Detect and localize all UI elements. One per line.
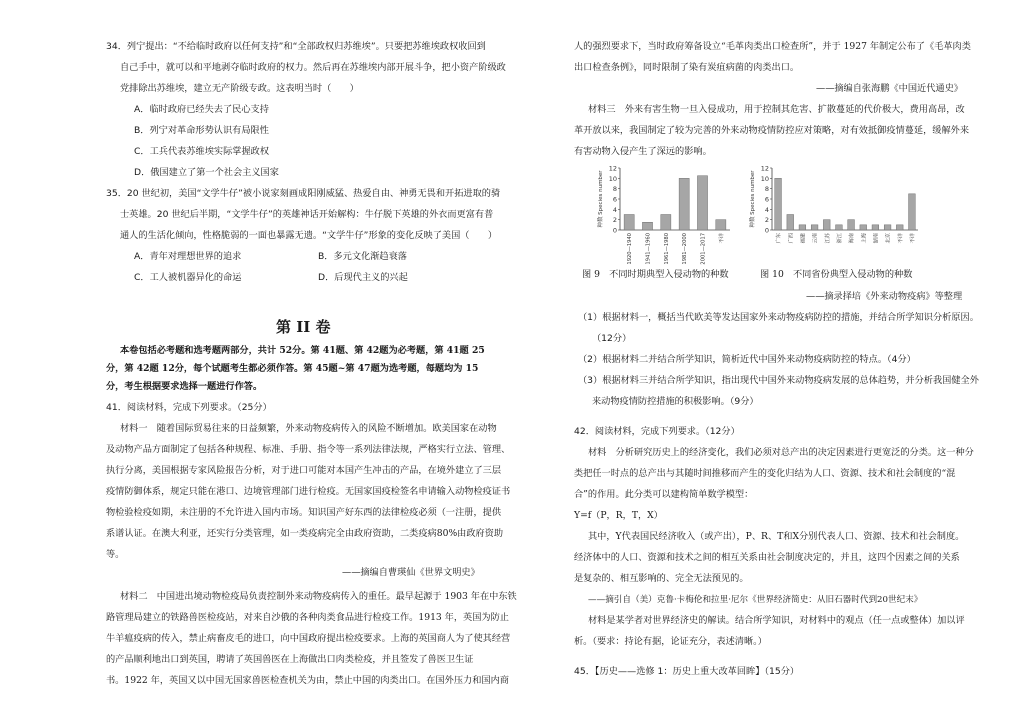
q42-source: ——摘引自（美）克鲁·卡梅伦和拉里·尼尔《世界经济简史：从旧石器时代到20世纪末》 bbox=[588, 595, 923, 605]
bar bbox=[836, 225, 843, 230]
q35-option-d: D．后现代主义的兴起 bbox=[318, 272, 408, 283]
y-tick-label: 2 bbox=[764, 216, 769, 225]
q41-subquestion-1: （1）根据材料一，概括当代欧美等发达国家外来动物疫病防控的措施，并结合所学知识分析原因。 bbox=[578, 312, 979, 323]
figure-10-caption: 图 10 不同省份典型入侵动物的种数 bbox=[760, 269, 913, 280]
y-tick-label: 10 bbox=[608, 174, 617, 183]
y-tick-label: 8 bbox=[612, 185, 617, 194]
y-tick-label: 12 bbox=[608, 164, 617, 173]
x-tick-label: 2001—2017 bbox=[700, 233, 707, 265]
y-tick-label: 8 bbox=[764, 185, 769, 194]
q34-stem: 自己手中，就可以和平地剥夺临时政府的权力。然后再在苏维埃内部开展斗争，把小资产阶级政 bbox=[120, 62, 506, 73]
y-tick-label: 0 bbox=[764, 226, 769, 235]
section-intro: 分，第 42题 12分，每个试题考生都必须作答。第 45题~第 47题为选考题，每题均为 15 bbox=[106, 363, 479, 374]
q42-material-line: 材料 分析研究历史上的经济变化，我们必须对总产出的决定因素进行更宽泛的分类。这一种分 bbox=[588, 447, 974, 458]
bar bbox=[909, 194, 916, 230]
y-tick-label: 10 bbox=[760, 174, 769, 183]
material-1-line: 及动物产品方面制定了包括各种规程、标准、手册、指令等一系列法律法规，严格实行立法、管理、 bbox=[106, 444, 511, 455]
figure-9-caption: 图 9 不同时期典型入侵动物的种数 bbox=[582, 269, 729, 280]
bar bbox=[860, 225, 867, 230]
material-1-line: 等。 bbox=[106, 549, 125, 560]
q45-heading: 45．【历史——选修 1：历史上重大改革回眸】（15分） bbox=[574, 666, 800, 677]
material-3-line: 材料三 外来有害生物一旦入侵成功，用于控制其危害、扩散蔓延的代价极大，费用高昂，改 bbox=[588, 104, 965, 115]
material-1-line: 执行分离，美国根据专家风险报告分析，对于进口可能对本国产生冲击的产品，在境外建立了三层 bbox=[106, 465, 502, 476]
section-intro: 本卷包括必考题和选考题两部分，共计 52分。第 41题、第 42题为必考题，第 41题 25 bbox=[120, 345, 485, 356]
material-2-line: 出口检查条例》，同时限制了染有炭疽病菌的肉类出口。 bbox=[574, 62, 800, 73]
material-3-line: 革开放以来，我国制定了较为完善的外来动物疫情防控应对策略，对有效抵御疫情蔓延，缓解外来 bbox=[574, 125, 970, 136]
x-tick-label: 江苏 bbox=[824, 233, 831, 244]
q42-material-line: 类把任一时点的总产出与其随时间推移而产生的变化归结为人口、资源、技术和社会制度的“混 bbox=[574, 468, 956, 479]
bar bbox=[624, 215, 634, 231]
bar bbox=[716, 220, 726, 230]
q35-option-a: A．青年对理想世界的追求 bbox=[134, 251, 242, 262]
q35-option-c: C．工人被机器异化的命运 bbox=[134, 272, 242, 283]
q35-stem: 士英雄。20 世纪后半期，“文学牛仔”的英雄神话开始解构：牛仔脱下英雄的外衣而更富有普 bbox=[120, 209, 494, 220]
bar bbox=[799, 225, 806, 230]
q41-subquestion-2: （2）根据材料二并结合所学知识，简析近代中国外来动物疫病防控的特点。（4分） bbox=[578, 354, 916, 365]
material-2-line: 牛羊瘟疫病的传入，禁止病畜皮毛的进口，向中国政府提出检疫要求。上海的英国商人为了使其经营 bbox=[106, 633, 511, 644]
x-tick-label: 不详 bbox=[718, 233, 725, 244]
x-tick-label: 海南 bbox=[849, 233, 856, 244]
y-tick-label: 2 bbox=[612, 216, 617, 225]
q41-subquestion-3: 来动物疫情防控措施的积极影响。（9分） bbox=[592, 396, 759, 407]
x-tick-label: 福建 bbox=[800, 233, 807, 244]
q35-option-b: B．多元文化渐趋衰落 bbox=[318, 251, 407, 262]
material-1-line: 疫情防御体系，规定只能在港口、边境管理部门进行检疫。无国家国疫检签名申请输入动物检疫证书 bbox=[106, 486, 511, 497]
x-tick-label: 1981—2000 bbox=[682, 233, 689, 265]
bar bbox=[679, 178, 689, 230]
q42-heading: 42．阅读材料，完成下列要求。（12分） bbox=[574, 426, 740, 437]
bar bbox=[823, 220, 830, 230]
bar bbox=[661, 215, 671, 231]
bar bbox=[896, 225, 903, 230]
q34-option-b: B．列宁对革命形势认识有局限性 bbox=[134, 125, 269, 136]
bar bbox=[775, 178, 782, 230]
y-tick-label: 6 bbox=[612, 195, 617, 204]
x-tick-label: 不详 bbox=[897, 233, 904, 244]
y-axis-label: 种数 Species number bbox=[750, 170, 756, 228]
q42-material-line: 是复杂的、相互影响的、完全无法预见的。 bbox=[574, 573, 749, 584]
q34-option-a: A．临时政府已经失去了民心支持 bbox=[134, 104, 269, 115]
x-tick-label: 北京 bbox=[885, 233, 892, 244]
q35-stem: 通人的生活化倾向，性格脆弱的一面也暴露无遗。“文学牛仔”形象的变化反映了美国（ ） bbox=[120, 230, 498, 241]
x-tick-label: 1961—1980 bbox=[663, 233, 670, 265]
q41-subquestion-3: （3）根据材料三并结合所学知识，指出现代中国外来动物疫病发展的总体趋势，并分析我国健全外 bbox=[578, 375, 979, 386]
bar bbox=[872, 225, 879, 230]
y-axis-label: 种数 Species number bbox=[598, 170, 604, 228]
y-tick-label: 0 bbox=[612, 226, 617, 235]
figure-9-bar-chart bbox=[594, 160, 734, 266]
q42-material-line: 其中，Y代表国民经济收入（或产出），P、R、T和X分别代表人口、资源、技术和社会制度。 bbox=[588, 531, 965, 542]
material-2-line: 的产品顺利地出口到英国，聘请了英国兽医在上海做出口肉类检疫，并且签发了兽医卫生证 bbox=[106, 654, 474, 665]
x-tick-label: 湖南 bbox=[873, 233, 880, 244]
material-2-line: 人的强烈要求下，当时政府筹备设立“毛革肉类出口检查所”，并于 1927 年制定公布了《毛革肉类 bbox=[574, 41, 971, 52]
material-2-line: 书。1922 年，英国又以中国无国家兽医检查机关为由，禁止中国的肉类出口。在国外压力和国内商 bbox=[106, 675, 509, 686]
section-intro: 分，考生根据要求选择一题进行作答。 bbox=[106, 381, 263, 392]
y-tick-label: 12 bbox=[760, 164, 769, 173]
q41-heading: 41．阅读材料，完成下列要求。（25分） bbox=[106, 402, 272, 413]
figures-source: ——摘录择培《外来动物疫病》等整理 bbox=[806, 291, 963, 302]
q34-option-c: C．工兵代表苏维埃实际掌握政权 bbox=[134, 146, 270, 157]
bar bbox=[811, 225, 818, 230]
x-tick-label: 广东 bbox=[776, 233, 783, 244]
x-tick-label: 1941—1960 bbox=[645, 233, 652, 265]
bar bbox=[884, 225, 891, 230]
bar bbox=[848, 220, 855, 230]
section-title: 第 II 卷 bbox=[276, 318, 331, 336]
y-tick-label: 4 bbox=[612, 205, 617, 214]
q42-formula: Y=f（P，R，T，X） bbox=[574, 510, 663, 521]
x-tick-label: 上海 bbox=[861, 233, 868, 244]
material-1-line: 物检验检疫如期，未注册的不允许进入国内市场。知识国产好东西的法律检疫必须（一注册，提供 bbox=[106, 507, 502, 518]
bar bbox=[787, 215, 794, 231]
material-2-line: 材料二 中国进出境动物检疫局负责控制外来动物疫病传入的重任。最早起源于 1903 年在中东铁 bbox=[120, 591, 517, 602]
q42-material-line: 合”的作用。此分类可以建构简单数学模型： bbox=[574, 489, 754, 500]
x-tick-label: 不详 bbox=[909, 233, 916, 244]
material-3-line: 有害动物入侵产生了深远的影响。 bbox=[574, 146, 712, 157]
bar bbox=[642, 222, 652, 230]
material-1-line: 材料一 随着国际贸易往来的日益频繁，外来动物疫病传入的风险不断增加。欧美国家在动物 bbox=[120, 423, 497, 434]
q34-option-d: D．俄国建立了第一个社会主义国家 bbox=[134, 167, 279, 178]
x-tick-label: 云南 bbox=[812, 233, 819, 244]
material-2-source: ——摘编自张海鹏《中国近代通史》 bbox=[816, 83, 963, 94]
y-tick-label: 4 bbox=[764, 205, 769, 214]
q41-subquestion-1: （12分） bbox=[592, 333, 632, 344]
y-tick-label: 6 bbox=[764, 195, 769, 204]
q35-stem: 35．20 世纪初，美国“文学牛仔”被小说家刻画成阳刚威猛、热爱自由、神勇无畏和开拓进取的骑 bbox=[106, 188, 501, 199]
material-1-line: 系谱认证。在澳大利亚，还实行分类管理，如一类疫病完全由政府资助，二类疫病80%由政府资助 bbox=[106, 528, 504, 539]
q42-material-line: 经济体中的人口、资源和技术之间的相互关系由社会制度决定的，并且，这四个因素之间的关系 bbox=[574, 552, 960, 563]
q34-stem: 34．列宁提出：“不给临时政府以任何支持”和“全部政权归苏维埃”。只要把苏维埃政权收回到 bbox=[106, 41, 486, 52]
q34-stem: 党排除出苏维埃，建立无产阶级专政。这表明当时（ ） bbox=[120, 83, 359, 94]
x-tick-label: 广西 bbox=[788, 233, 795, 244]
q42-task: 材料是某学者对世界经济史的解读。结合所学知识，对材料中的观点（任一点或整体）加以评 bbox=[588, 615, 965, 626]
figure-10-bar-chart bbox=[746, 160, 922, 266]
q42-task: 析。（要求：持论有据，论证充分，表述清晰。） bbox=[574, 636, 767, 647]
x-tick-label: 浙江 bbox=[836, 233, 843, 244]
material-2-line: 路管理局建立的铁路兽医检疫站，对来自沙俄的各种肉类食品进行检疫工作。1913 年，英国为防止 bbox=[106, 612, 509, 623]
bar bbox=[697, 176, 707, 230]
material-1-source: ——摘编自曹瑛仙《世界文明史》 bbox=[342, 567, 480, 578]
x-tick-label: 1920—1940 bbox=[627, 233, 634, 265]
